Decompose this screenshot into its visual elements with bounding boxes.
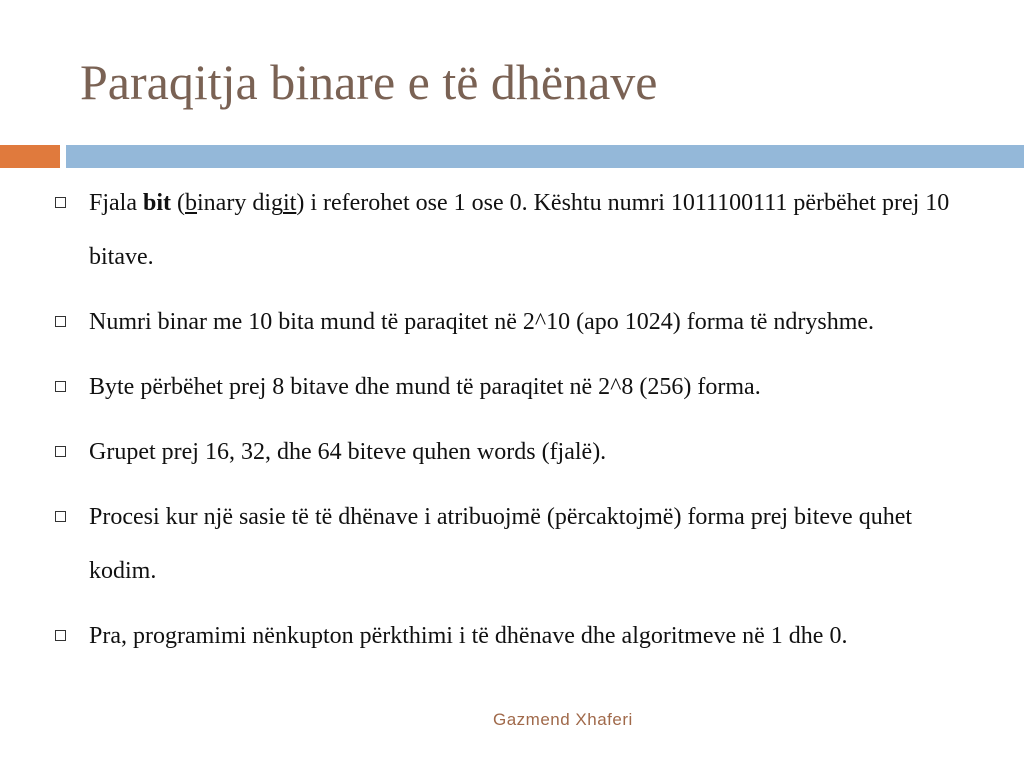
bullet-text-underlined-it: it <box>283 190 297 216</box>
square-bullet-icon <box>55 511 66 522</box>
bullet-text-bold-bit: bit <box>143 190 172 216</box>
bullet-item-10-bits <box>50 295 980 349</box>
bullet-text-paren: ( <box>171 190 186 216</box>
bullet-text-mid: inary dig <box>197 190 283 216</box>
bullet-item-programming <box>50 609 980 663</box>
bullet-item-encoding <box>50 490 980 598</box>
bullet-text-post: ) i referohet ose 1 ose 0. Kështu numri 1011100111 përbëhet prej 10 bitave. <box>89 190 950 270</box>
slide-title: Paraqitja binare e të dhënave <box>80 54 658 110</box>
bullet-text: Pra, programimi nënkupton përkthimi i të dhënave dhe algoritmeve në 1 dhe 0. <box>89 623 848 649</box>
bullet-text-underlined-b: b <box>185 190 198 216</box>
square-bullet-icon <box>55 381 66 392</box>
accent-bar-blue <box>66 145 1024 168</box>
bullet-text: Procesi kur një sasie të të dhënave i atribuojmë (përcaktojmë) forma prej biteve quhet kodim. <box>89 504 913 584</box>
bullet-text: Grupet prej 16, 32, dhe 64 biteve quhen words (fjalë). <box>89 439 607 465</box>
bullet-text: Numri binar me 10 bita mund të paraqitet në 2^10 (apo 1024) forma të ndryshme. <box>89 309 875 335</box>
bullet-item-byte <box>50 360 980 414</box>
square-bullet-icon <box>55 446 66 457</box>
square-bullet-icon <box>55 316 66 327</box>
square-bullet-icon <box>55 197 66 208</box>
bullet-text: Byte përbëhet prej 8 bitave dhe mund të paraqitet në 2^8 (256) forma. <box>89 374 761 400</box>
bullet-item-bit-definition <box>50 176 980 284</box>
bullet-list <box>50 176 980 674</box>
square-bullet-icon <box>55 630 66 641</box>
bullet-item-words <box>50 425 980 479</box>
accent-bar-orange <box>0 145 60 168</box>
bullet-text-pre: Fjala <box>89 190 143 216</box>
footer-author: Gazmend Xhaferi <box>493 710 633 729</box>
